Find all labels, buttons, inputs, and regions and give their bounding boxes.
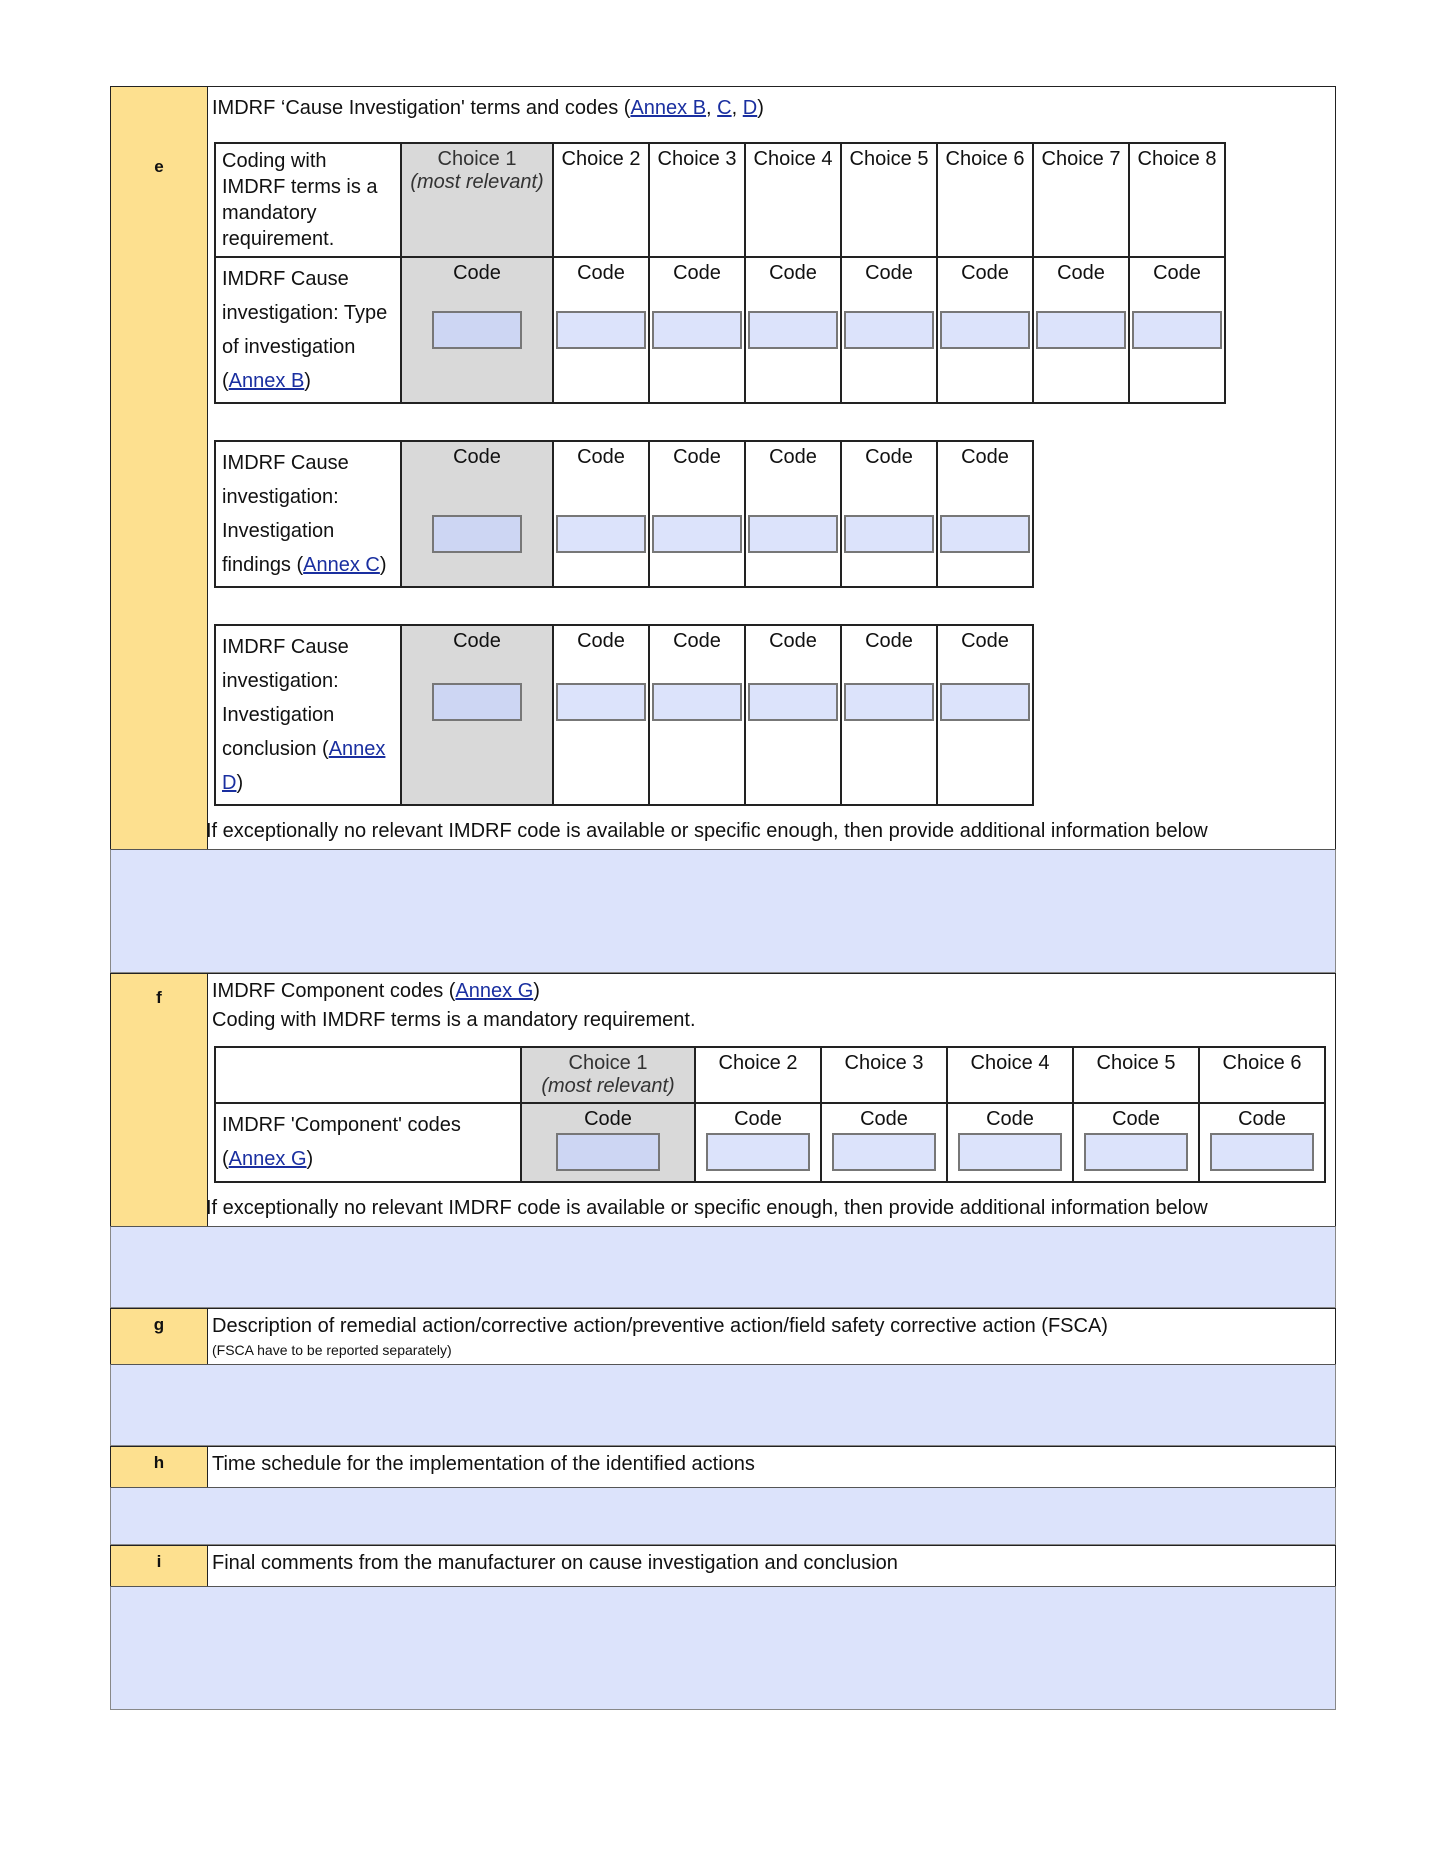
exception-note: If exceptionally no relevant IMDRF code is available or specific enough, then provide additional information below	[206, 1197, 1208, 1219]
report-form	[110, 86, 1336, 1710]
code-cell: Code	[401, 625, 553, 805]
choice-header: Choice 2	[553, 143, 649, 257]
section-f-content	[208, 974, 1335, 1226]
code-input[interactable]	[844, 683, 934, 721]
choice-header: Choice 3	[649, 143, 745, 257]
code-cell: Code	[1129, 257, 1225, 403]
code-cell: Code	[1033, 257, 1129, 403]
choice-header: Choice 6	[1199, 1047, 1325, 1103]
code-cell: Code	[1073, 1103, 1199, 1182]
code-cell: Code	[649, 625, 745, 805]
annex-c-link[interactable]: C	[717, 97, 732, 119]
code-input[interactable]	[556, 683, 646, 721]
code-cell: Code	[401, 441, 553, 587]
section-e	[110, 86, 1336, 849]
section-f-additional-info-field[interactable]	[110, 1226, 1336, 1308]
code-cell: Code	[521, 1103, 695, 1182]
cause-findings-table	[214, 440, 1034, 588]
code-input[interactable]	[556, 515, 646, 553]
remedial-action-field[interactable]	[110, 1364, 1336, 1446]
component-codes-table	[214, 1046, 1326, 1183]
code-input[interactable]	[556, 1133, 660, 1171]
code-cell: Code	[553, 625, 649, 805]
code-input[interactable]	[1084, 1133, 1188, 1171]
annex-g-link[interactable]: Annex G	[228, 1148, 307, 1170]
code-cell: Code	[401, 257, 553, 403]
choice-header: Choice 7	[1033, 143, 1129, 257]
exception-note: If exceptionally no relevant IMDRF code is available or specific enough, then provide additional information below	[206, 820, 1208, 842]
section-f-title: IMDRF Component codes (Annex G)	[212, 980, 540, 1002]
code-input[interactable]	[748, 515, 838, 553]
code-cell: Code	[947, 1103, 1073, 1182]
code-input[interactable]	[1036, 311, 1126, 349]
row-label-type: IMDRF Cause investigation: Type of investigation (Annex B)	[215, 257, 401, 403]
section-letter: h	[111, 1447, 208, 1487]
code-input[interactable]	[844, 311, 934, 349]
cause-conclusion-table	[214, 624, 1034, 806]
code-cell: Code	[649, 257, 745, 403]
code-input[interactable]	[1132, 311, 1222, 349]
choice-1-header: Choice 1 (most relevant)	[401, 143, 553, 257]
choice-header: Choice 5	[1073, 1047, 1199, 1103]
code-cell: Code	[841, 441, 937, 587]
code-cell: Code	[745, 441, 841, 587]
choice-header: Choice 2	[695, 1047, 821, 1103]
row-label-component: IMDRF 'Component' codes (Annex G)	[215, 1103, 521, 1182]
code-cell: Code	[1199, 1103, 1325, 1182]
code-cell: Code	[841, 257, 937, 403]
code-input[interactable]	[748, 311, 838, 349]
code-input[interactable]	[556, 311, 646, 349]
code-cell: Code	[821, 1103, 947, 1182]
section-i	[110, 1545, 1336, 1586]
code-input[interactable]	[432, 311, 522, 349]
cause-type-table	[214, 142, 1226, 404]
choice-header: Choice 4	[745, 143, 841, 257]
code-cell: Code	[937, 441, 1033, 587]
choice-1-header: Choice 1 (most relevant)	[521, 1047, 695, 1103]
code-input[interactable]	[748, 683, 838, 721]
code-cell: Code	[937, 625, 1033, 805]
annex-c-link[interactable]: Annex C	[303, 554, 380, 576]
code-cell: Code	[553, 441, 649, 587]
section-letter: i	[111, 1546, 208, 1586]
code-input[interactable]	[1210, 1133, 1314, 1171]
section-g-content	[208, 1309, 1335, 1364]
annex-g-link[interactable]: Annex G	[455, 980, 534, 1002]
section-i-content	[208, 1546, 1335, 1586]
code-cell: Code	[649, 441, 745, 587]
code-input[interactable]	[652, 683, 742, 721]
section-e-additional-info-field[interactable]	[110, 849, 1336, 973]
section-letter: g	[111, 1309, 208, 1364]
code-input[interactable]	[652, 311, 742, 349]
mandatory-label: Coding with IMDRF terms is a mandatory requirement.	[215, 143, 401, 257]
code-cell: Code	[553, 257, 649, 403]
section-e-title: IMDRF ‘Cause Investigation' terms and codes (Annex B, C, D)	[212, 97, 764, 119]
section-h-title: Time schedule for the implementation of the identified actions	[212, 1453, 755, 1475]
code-cell: Code	[745, 625, 841, 805]
final-comments-field[interactable]	[110, 1586, 1336, 1710]
mandatory-note: Coding with IMDRF terms is a mandatory requirement.	[212, 1009, 696, 1031]
code-input[interactable]	[940, 515, 1030, 553]
section-g-title: Description of remedial action/corrective action/preventive action/field safety corrective action (FSCA)	[212, 1315, 1108, 1337]
annex-b-link[interactable]: Annex B	[630, 97, 707, 119]
annex-d-link[interactable]: Annex D	[222, 738, 386, 794]
section-letter: f	[111, 974, 208, 1226]
code-input[interactable]	[706, 1133, 810, 1171]
code-cell: Code	[745, 257, 841, 403]
code-input[interactable]	[958, 1133, 1062, 1171]
section-g-subtitle: (FSCA have to be reported separately)	[212, 1342, 452, 1358]
code-input[interactable]	[832, 1133, 936, 1171]
section-i-title: Final comments from the manufacturer on cause investigation and conclusion	[212, 1552, 898, 1574]
code-input[interactable]	[432, 683, 522, 721]
code-cell: Code	[695, 1103, 821, 1182]
section-f	[110, 973, 1336, 1226]
row-label-findings: IMDRF Cause investigation: Investigation findings (Annex C)	[215, 441, 401, 587]
section-g	[110, 1308, 1336, 1364]
section-h-content	[208, 1447, 1335, 1487]
section-h	[110, 1446, 1336, 1487]
code-input[interactable]	[652, 515, 742, 553]
code-input[interactable]	[844, 515, 934, 553]
annex-d-link[interactable]: D	[742, 97, 758, 119]
choice-header: Choice 8	[1129, 143, 1225, 257]
code-cell: Code	[841, 625, 937, 805]
time-schedule-field[interactable]	[110, 1487, 1336, 1545]
code-input[interactable]	[432, 515, 522, 553]
code-input[interactable]	[940, 311, 1030, 349]
annex-b-link[interactable]: Annex B	[228, 370, 305, 392]
section-letter: e	[111, 87, 208, 849]
choice-header: Choice 4	[947, 1047, 1073, 1103]
row-label-conclusion: IMDRF Cause investigation: Investigation conclusion (Annex D)	[215, 625, 401, 805]
code-input[interactable]	[940, 683, 1030, 721]
choice-header: Choice 3	[821, 1047, 947, 1103]
choice-header: Choice 5	[841, 143, 937, 257]
choice-header: Choice 6	[937, 143, 1033, 257]
section-e-content	[208, 87, 1335, 849]
code-cell: Code	[937, 257, 1033, 403]
